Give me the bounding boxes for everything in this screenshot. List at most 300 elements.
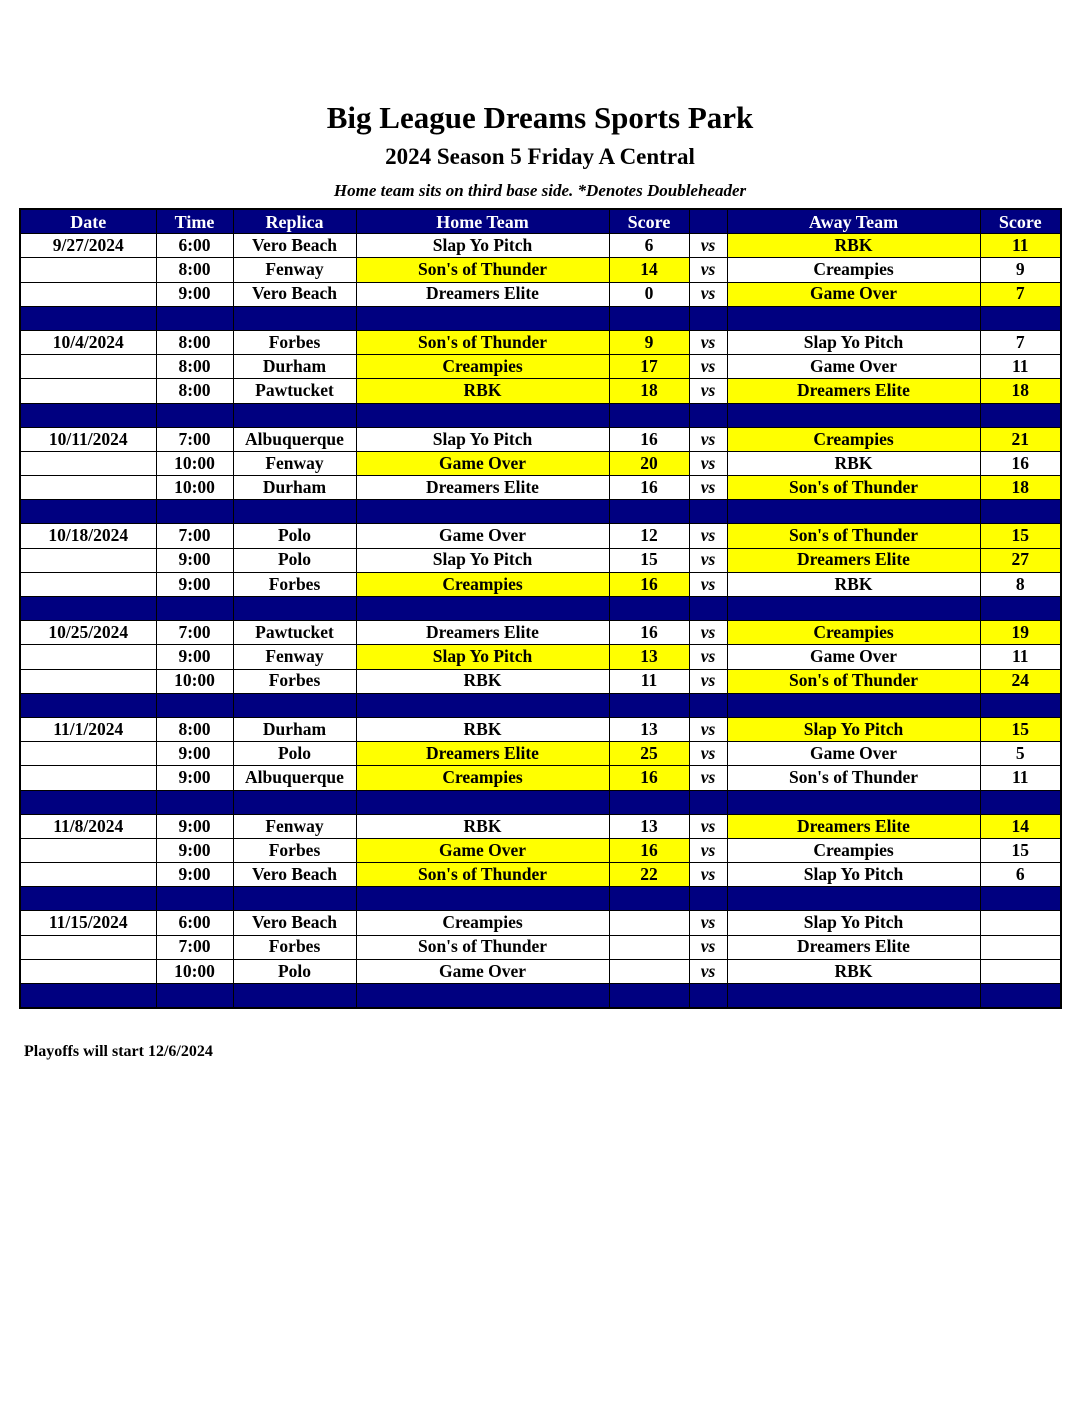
home-team: Son's of Thunder: [356, 258, 609, 282]
home-score: 16: [609, 572, 689, 596]
away-score: 15: [980, 838, 1061, 862]
game-row: [20, 330, 1061, 354]
away-team: Game Over: [727, 355, 980, 379]
game-row: [20, 234, 1061, 258]
schedule-table: [19, 208, 1062, 1009]
home-team: Game Over: [356, 451, 609, 475]
game-date: 11/8/2024: [20, 814, 156, 838]
game-replica: Vero Beach: [233, 234, 356, 258]
away-team: Creampies: [727, 427, 980, 451]
away-score: 14: [980, 814, 1061, 838]
home-team: Creampies: [356, 355, 609, 379]
game-row: [20, 669, 1061, 693]
game-replica: Polo: [233, 742, 356, 766]
away-team: Game Over: [727, 645, 980, 669]
away-score: [980, 911, 1061, 935]
week-separator-row: [20, 693, 1061, 717]
game-date: 10/4/2024: [20, 330, 156, 354]
game-time: 8:00: [156, 379, 233, 403]
separator-cell: [609, 403, 689, 427]
game-date: [20, 379, 156, 403]
schedule-body: [20, 234, 1061, 1009]
game-replica: Vero Beach: [233, 911, 356, 935]
game-date: [20, 838, 156, 862]
vs-label: vs: [689, 330, 727, 354]
game-time: 10:00: [156, 476, 233, 500]
home-score: 11: [609, 669, 689, 693]
game-replica: Pawtucket: [233, 379, 356, 403]
separator-cell: [20, 887, 156, 911]
separator-cell: [689, 500, 727, 524]
separator-cell: [156, 500, 233, 524]
separator-cell: [689, 306, 727, 330]
game-time: 9:00: [156, 282, 233, 306]
game-date: [20, 572, 156, 596]
game-row: [20, 911, 1061, 935]
separator-cell: [609, 500, 689, 524]
vs-label: vs: [689, 282, 727, 306]
game-time: 8:00: [156, 330, 233, 354]
game-row: [20, 258, 1061, 282]
game-time: 9:00: [156, 645, 233, 669]
separator-cell: [356, 693, 609, 717]
game-time: 6:00: [156, 234, 233, 258]
game-replica: Pawtucket: [233, 621, 356, 645]
game-row: [20, 645, 1061, 669]
home-score: 17: [609, 355, 689, 379]
game-replica: Albuquerque: [233, 766, 356, 790]
separator-cell: [20, 790, 156, 814]
playoffs-note: Playoffs will start 12/6/2024: [24, 1043, 213, 1060]
away-score: 11: [980, 355, 1061, 379]
game-date: 11/15/2024: [20, 911, 156, 935]
game-date: [20, 548, 156, 572]
away-score: 15: [980, 524, 1061, 548]
game-date: 9/27/2024: [20, 234, 156, 258]
separator-cell: [233, 693, 356, 717]
game-time: 9:00: [156, 742, 233, 766]
away-score: 15: [980, 717, 1061, 741]
game-time: 9:00: [156, 838, 233, 862]
separator-cell: [980, 984, 1061, 1009]
separator-cell: [20, 597, 156, 621]
game-replica: Albuquerque: [233, 427, 356, 451]
away-score: 7: [980, 282, 1061, 306]
separator-cell: [233, 984, 356, 1009]
vs-label: vs: [689, 476, 727, 500]
away-team: Slap Yo Pitch: [727, 863, 980, 887]
vs-label: vs: [689, 524, 727, 548]
home-team: Game Over: [356, 524, 609, 548]
game-date: [20, 959, 156, 983]
game-time: 9:00: [156, 814, 233, 838]
game-time: 10:00: [156, 669, 233, 693]
game-time: 8:00: [156, 717, 233, 741]
separator-cell: [20, 306, 156, 330]
home-team: RBK: [356, 669, 609, 693]
header-home-team: Home Team: [356, 209, 609, 234]
separator-cell: [609, 597, 689, 621]
game-date: [20, 742, 156, 766]
separator-cell: [609, 790, 689, 814]
page-subtitle: 2024 Season 5 Friday A Central: [385, 144, 695, 169]
home-score: 9: [609, 330, 689, 354]
game-row: [20, 282, 1061, 306]
game-time: 8:00: [156, 258, 233, 282]
home-team: RBK: [356, 814, 609, 838]
separator-cell: [727, 984, 980, 1009]
game-replica: Forbes: [233, 330, 356, 354]
game-time: 7:00: [156, 621, 233, 645]
away-team: Dreamers Elite: [727, 935, 980, 959]
vs-label: vs: [689, 427, 727, 451]
separator-cell: [233, 306, 356, 330]
away-team: Dreamers Elite: [727, 814, 980, 838]
game-replica: Polo: [233, 524, 356, 548]
game-time: 9:00: [156, 863, 233, 887]
home-team: RBK: [356, 379, 609, 403]
home-team: Slap Yo Pitch: [356, 234, 609, 258]
vs-label: vs: [689, 451, 727, 475]
away-score: 5: [980, 742, 1061, 766]
separator-cell: [156, 790, 233, 814]
separator-cell: [689, 403, 727, 427]
week-separator-row: [20, 597, 1061, 621]
game-date: [20, 258, 156, 282]
separator-cell: [727, 887, 980, 911]
week-separator-row: [20, 887, 1061, 911]
vs-label: vs: [689, 717, 727, 741]
game-row: [20, 427, 1061, 451]
game-row: [20, 766, 1061, 790]
game-time: 10:00: [156, 959, 233, 983]
home-score: 20: [609, 451, 689, 475]
header-away-team: Away Team: [727, 209, 980, 234]
separator-cell: [356, 790, 609, 814]
game-time: 9:00: [156, 548, 233, 572]
vs-label: vs: [689, 355, 727, 379]
separator-cell: [689, 887, 727, 911]
game-time: 7:00: [156, 427, 233, 451]
separator-cell: [156, 887, 233, 911]
away-score: 9: [980, 258, 1061, 282]
game-date: [20, 935, 156, 959]
game-row: [20, 355, 1061, 379]
home-score: 6: [609, 234, 689, 258]
home-team: RBK: [356, 717, 609, 741]
away-team: RBK: [727, 451, 980, 475]
away-score: 16: [980, 451, 1061, 475]
game-row: [20, 863, 1061, 887]
away-team: Slap Yo Pitch: [727, 330, 980, 354]
separator-cell: [980, 306, 1061, 330]
game-row: [20, 572, 1061, 596]
separator-cell: [727, 693, 980, 717]
game-time: 7:00: [156, 524, 233, 548]
separator-cell: [689, 790, 727, 814]
week-separator-row: [20, 500, 1061, 524]
game-row: [20, 379, 1061, 403]
away-score: 7: [980, 330, 1061, 354]
away-score: 18: [980, 476, 1061, 500]
home-team: Slap Yo Pitch: [356, 548, 609, 572]
game-date: 11/1/2024: [20, 717, 156, 741]
home-score: 15: [609, 548, 689, 572]
schedule-note: Home team sits on third base side. *Denotes Doubleheader: [333, 181, 747, 200]
vs-label: vs: [689, 572, 727, 596]
separator-cell: [156, 693, 233, 717]
game-date: 10/25/2024: [20, 621, 156, 645]
game-date: [20, 451, 156, 475]
separator-cell: [20, 500, 156, 524]
game-replica: Durham: [233, 476, 356, 500]
away-team: Slap Yo Pitch: [727, 717, 980, 741]
separator-cell: [980, 887, 1061, 911]
away-team: Creampies: [727, 258, 980, 282]
separator-cell: [20, 984, 156, 1009]
away-score: 11: [980, 234, 1061, 258]
separator-cell: [609, 984, 689, 1009]
separator-cell: [356, 984, 609, 1009]
separator-cell: [356, 500, 609, 524]
game-date: [20, 645, 156, 669]
separator-cell: [20, 403, 156, 427]
game-row: [20, 524, 1061, 548]
home-team: Creampies: [356, 572, 609, 596]
away-team: Son's of Thunder: [727, 669, 980, 693]
game-row: [20, 838, 1061, 862]
home-team: Creampies: [356, 911, 609, 935]
away-score: [980, 935, 1061, 959]
game-date: [20, 669, 156, 693]
game-row: [20, 476, 1061, 500]
separator-cell: [156, 403, 233, 427]
home-score: 16: [609, 621, 689, 645]
away-score: 21: [980, 427, 1061, 451]
away-team: Creampies: [727, 621, 980, 645]
header-vs: [689, 209, 727, 234]
game-time: 7:00: [156, 935, 233, 959]
header-away-score: Score: [980, 209, 1061, 234]
away-score: 11: [980, 766, 1061, 790]
home-team: Dreamers Elite: [356, 742, 609, 766]
game-row: [20, 548, 1061, 572]
game-time: 10:00: [156, 451, 233, 475]
away-score: [980, 959, 1061, 983]
game-replica: Forbes: [233, 572, 356, 596]
away-team: Game Over: [727, 282, 980, 306]
vs-label: vs: [689, 838, 727, 862]
separator-cell: [689, 693, 727, 717]
game-date: [20, 282, 156, 306]
separator-cell: [233, 500, 356, 524]
game-replica: Forbes: [233, 838, 356, 862]
separator-cell: [727, 500, 980, 524]
home-score: 25: [609, 742, 689, 766]
header-home-score: Score: [609, 209, 689, 234]
vs-label: vs: [689, 669, 727, 693]
game-time: 6:00: [156, 911, 233, 935]
vs-label: vs: [689, 911, 727, 935]
week-separator-row: [20, 984, 1061, 1009]
home-score: 22: [609, 863, 689, 887]
home-team: Dreamers Elite: [356, 621, 609, 645]
vs-label: vs: [689, 959, 727, 983]
home-score: 18: [609, 379, 689, 403]
separator-cell: [356, 597, 609, 621]
game-replica: Vero Beach: [233, 282, 356, 306]
game-replica: Vero Beach: [233, 863, 356, 887]
game-row: [20, 621, 1061, 645]
away-team: Game Over: [727, 742, 980, 766]
game-row: [20, 814, 1061, 838]
game-date: 10/11/2024: [20, 427, 156, 451]
home-score: 13: [609, 645, 689, 669]
home-score: [609, 935, 689, 959]
separator-cell: [356, 403, 609, 427]
home-team: Dreamers Elite: [356, 282, 609, 306]
away-score: 6: [980, 863, 1061, 887]
home-score: 16: [609, 427, 689, 451]
away-score: 27: [980, 548, 1061, 572]
game-time: 9:00: [156, 766, 233, 790]
vs-label: vs: [689, 258, 727, 282]
game-replica: Fenway: [233, 814, 356, 838]
vs-label: vs: [689, 621, 727, 645]
separator-cell: [727, 403, 980, 427]
home-score: 12: [609, 524, 689, 548]
game-row: [20, 959, 1061, 983]
week-separator-row: [20, 790, 1061, 814]
away-team: RBK: [727, 572, 980, 596]
home-team: Slap Yo Pitch: [356, 645, 609, 669]
vs-label: vs: [689, 548, 727, 572]
home-team: Game Over: [356, 838, 609, 862]
game-replica: Polo: [233, 548, 356, 572]
away-team: Son's of Thunder: [727, 524, 980, 548]
header-date: Date: [20, 209, 156, 234]
separator-cell: [689, 597, 727, 621]
separator-cell: [609, 693, 689, 717]
home-team: Son's of Thunder: [356, 863, 609, 887]
home-team: Creampies: [356, 766, 609, 790]
away-team: RBK: [727, 959, 980, 983]
page-title: Big League Dreams Sports Park: [326, 100, 754, 135]
separator-cell: [727, 790, 980, 814]
home-team: Game Over: [356, 959, 609, 983]
away-score: 18: [980, 379, 1061, 403]
vs-label: vs: [689, 234, 727, 258]
game-replica: Durham: [233, 717, 356, 741]
away-team: Son's of Thunder: [727, 476, 980, 500]
game-time: 8:00: [156, 355, 233, 379]
separator-cell: [356, 887, 609, 911]
separator-cell: [233, 790, 356, 814]
home-team: Son's of Thunder: [356, 330, 609, 354]
vs-label: vs: [689, 935, 727, 959]
game-replica: Polo: [233, 959, 356, 983]
game-replica: Forbes: [233, 669, 356, 693]
home-score: 16: [609, 838, 689, 862]
vs-label: vs: [689, 379, 727, 403]
separator-cell: [980, 790, 1061, 814]
separator-cell: [156, 306, 233, 330]
away-team: Dreamers Elite: [727, 379, 980, 403]
away-score: 8: [980, 572, 1061, 596]
separator-cell: [980, 403, 1061, 427]
separator-cell: [233, 403, 356, 427]
game-replica: Fenway: [233, 645, 356, 669]
vs-label: vs: [689, 814, 727, 838]
home-team: Dreamers Elite: [356, 476, 609, 500]
vs-label: vs: [689, 863, 727, 887]
vs-label: vs: [689, 766, 727, 790]
separator-cell: [20, 693, 156, 717]
separator-cell: [980, 500, 1061, 524]
game-row: [20, 717, 1061, 741]
week-separator-row: [20, 306, 1061, 330]
separator-cell: [233, 887, 356, 911]
game-replica: Fenway: [233, 258, 356, 282]
home-score: [609, 911, 689, 935]
game-date: 10/18/2024: [20, 524, 156, 548]
away-team: Slap Yo Pitch: [727, 911, 980, 935]
away-score: 24: [980, 669, 1061, 693]
header-time: Time: [156, 209, 233, 234]
home-score: 16: [609, 766, 689, 790]
separator-cell: [609, 887, 689, 911]
game-row: [20, 451, 1061, 475]
away-team: RBK: [727, 234, 980, 258]
game-row: [20, 935, 1061, 959]
vs-label: vs: [689, 742, 727, 766]
home-score: [609, 959, 689, 983]
game-row: [20, 742, 1061, 766]
separator-cell: [980, 597, 1061, 621]
separator-cell: [980, 693, 1061, 717]
header-row: [20, 209, 1061, 234]
home-team: Slap Yo Pitch: [356, 427, 609, 451]
separator-cell: [156, 984, 233, 1009]
week-separator-row: [20, 403, 1061, 427]
away-team: Creampies: [727, 838, 980, 862]
game-replica: Forbes: [233, 935, 356, 959]
away-team: Dreamers Elite: [727, 548, 980, 572]
home-score: 14: [609, 258, 689, 282]
home-team: Son's of Thunder: [356, 935, 609, 959]
separator-cell: [609, 306, 689, 330]
home-score: 0: [609, 282, 689, 306]
game-replica: Durham: [233, 355, 356, 379]
game-date: [20, 476, 156, 500]
separator-cell: [356, 306, 609, 330]
away-score: 11: [980, 645, 1061, 669]
separator-cell: [727, 597, 980, 621]
game-time: 9:00: [156, 572, 233, 596]
home-score: 13: [609, 814, 689, 838]
separator-cell: [689, 984, 727, 1009]
header-replica: Replica: [233, 209, 356, 234]
game-date: [20, 355, 156, 379]
game-date: [20, 766, 156, 790]
home-score: 16: [609, 476, 689, 500]
vs-label: vs: [689, 645, 727, 669]
separator-cell: [727, 306, 980, 330]
game-date: [20, 863, 156, 887]
away-score: 19: [980, 621, 1061, 645]
separator-cell: [233, 597, 356, 621]
home-score: 13: [609, 717, 689, 741]
